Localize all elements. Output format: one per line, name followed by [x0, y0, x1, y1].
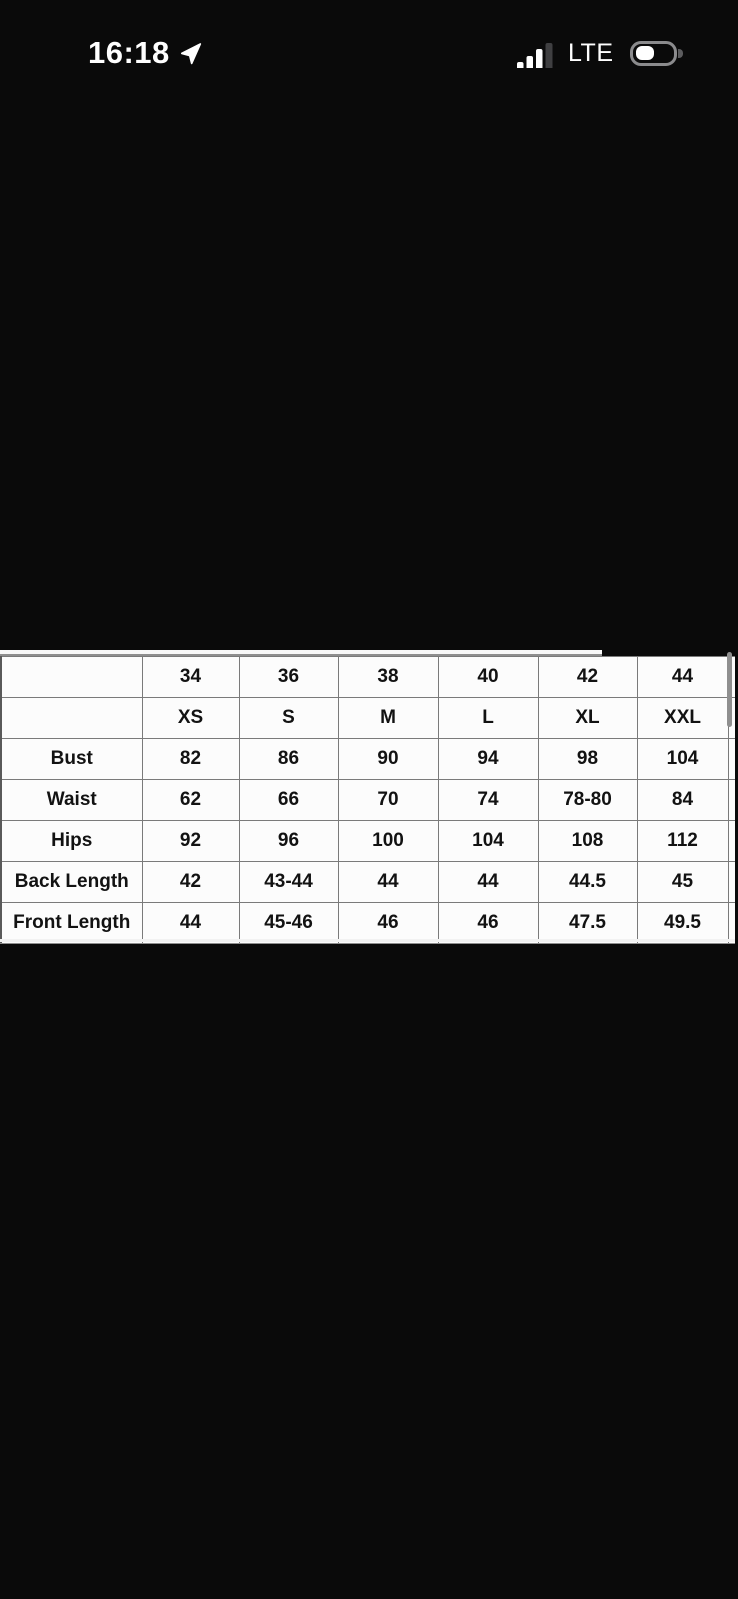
- cell: 90: [338, 739, 438, 780]
- clipped-next-column: [728, 821, 735, 862]
- cell: 104: [438, 821, 538, 862]
- cell: 36: [239, 657, 338, 698]
- cell: 70: [338, 780, 438, 821]
- battery-icon: [630, 41, 677, 66]
- cell: 46: [438, 903, 538, 945]
- cell: 44: [438, 862, 538, 903]
- cell: 62: [142, 780, 239, 821]
- status-bar-right: [516, 31, 677, 75]
- table-bottom-edge: [0, 939, 735, 942]
- cell: 42: [142, 862, 239, 903]
- cell: 38: [338, 657, 438, 698]
- network-type-label: LTE: [568, 38, 614, 67]
- size-chart-table: [0, 656, 735, 944]
- row-label: Back Length: [1, 862, 142, 903]
- row-label: Hips: [1, 821, 142, 862]
- location-arrow-icon: [179, 41, 204, 66]
- cell: 104: [637, 739, 728, 780]
- cell: 74: [438, 780, 538, 821]
- cell: 84: [637, 780, 728, 821]
- battery-nub: [678, 49, 683, 58]
- vertical-scrollbar[interactable]: [727, 652, 732, 727]
- cell: 44: [142, 903, 239, 945]
- clipped-next-column: [728, 739, 735, 780]
- table-row-size-numbers: [1, 657, 735, 698]
- row-label: Bust: [1, 739, 142, 780]
- size-chart-scroll-area[interactable]: [0, 650, 735, 944]
- cell: 42: [538, 657, 637, 698]
- cell: 45-46: [239, 903, 338, 945]
- cell: 43-44: [239, 862, 338, 903]
- row-label: [1, 698, 142, 739]
- cell: 49.5: [637, 903, 728, 945]
- cell: S: [239, 698, 338, 739]
- cell: 45: [637, 862, 728, 903]
- cell: 86: [239, 739, 338, 780]
- table-row-hips: [1, 821, 735, 862]
- cell: XS: [142, 698, 239, 739]
- table-row-waist: [1, 780, 735, 821]
- clipped-next-column: [728, 780, 735, 821]
- cell: 44: [637, 657, 728, 698]
- cell: 94: [438, 739, 538, 780]
- cell: XXL: [637, 698, 728, 739]
- table-row-back-length: [1, 862, 735, 903]
- status-bar-left: [88, 31, 204, 75]
- row-label: [1, 657, 142, 698]
- cell: 108: [538, 821, 637, 862]
- cell: 96: [239, 821, 338, 862]
- cell: XL: [538, 698, 637, 739]
- cell: L: [438, 698, 538, 739]
- clipped-next-column: [728, 903, 735, 945]
- cell: 78-80: [538, 780, 637, 821]
- cell: 98: [538, 739, 637, 780]
- row-label: Waist: [1, 780, 142, 821]
- cell: 92: [142, 821, 239, 862]
- cell: M: [338, 698, 438, 739]
- table-row-front-length: [1, 903, 735, 945]
- cellular-signal-icon: [516, 38, 554, 68]
- clipped-next-column: [728, 862, 735, 903]
- cell: 46: [338, 903, 438, 945]
- cell: 34: [142, 657, 239, 698]
- cell: 47.5: [538, 903, 637, 945]
- cell: 112: [637, 821, 728, 862]
- battery-fill-level: [636, 46, 654, 60]
- table-row-bust: [1, 739, 735, 780]
- cell: 66: [239, 780, 338, 821]
- cell: 44: [338, 862, 438, 903]
- table-row-size-letters: [1, 698, 735, 739]
- row-label: Front Length: [1, 903, 142, 945]
- cell: 82: [142, 739, 239, 780]
- cell: 44.5: [538, 862, 637, 903]
- clock: 16:18: [88, 35, 170, 70]
- cell: 40: [438, 657, 538, 698]
- cell: 100: [338, 821, 438, 862]
